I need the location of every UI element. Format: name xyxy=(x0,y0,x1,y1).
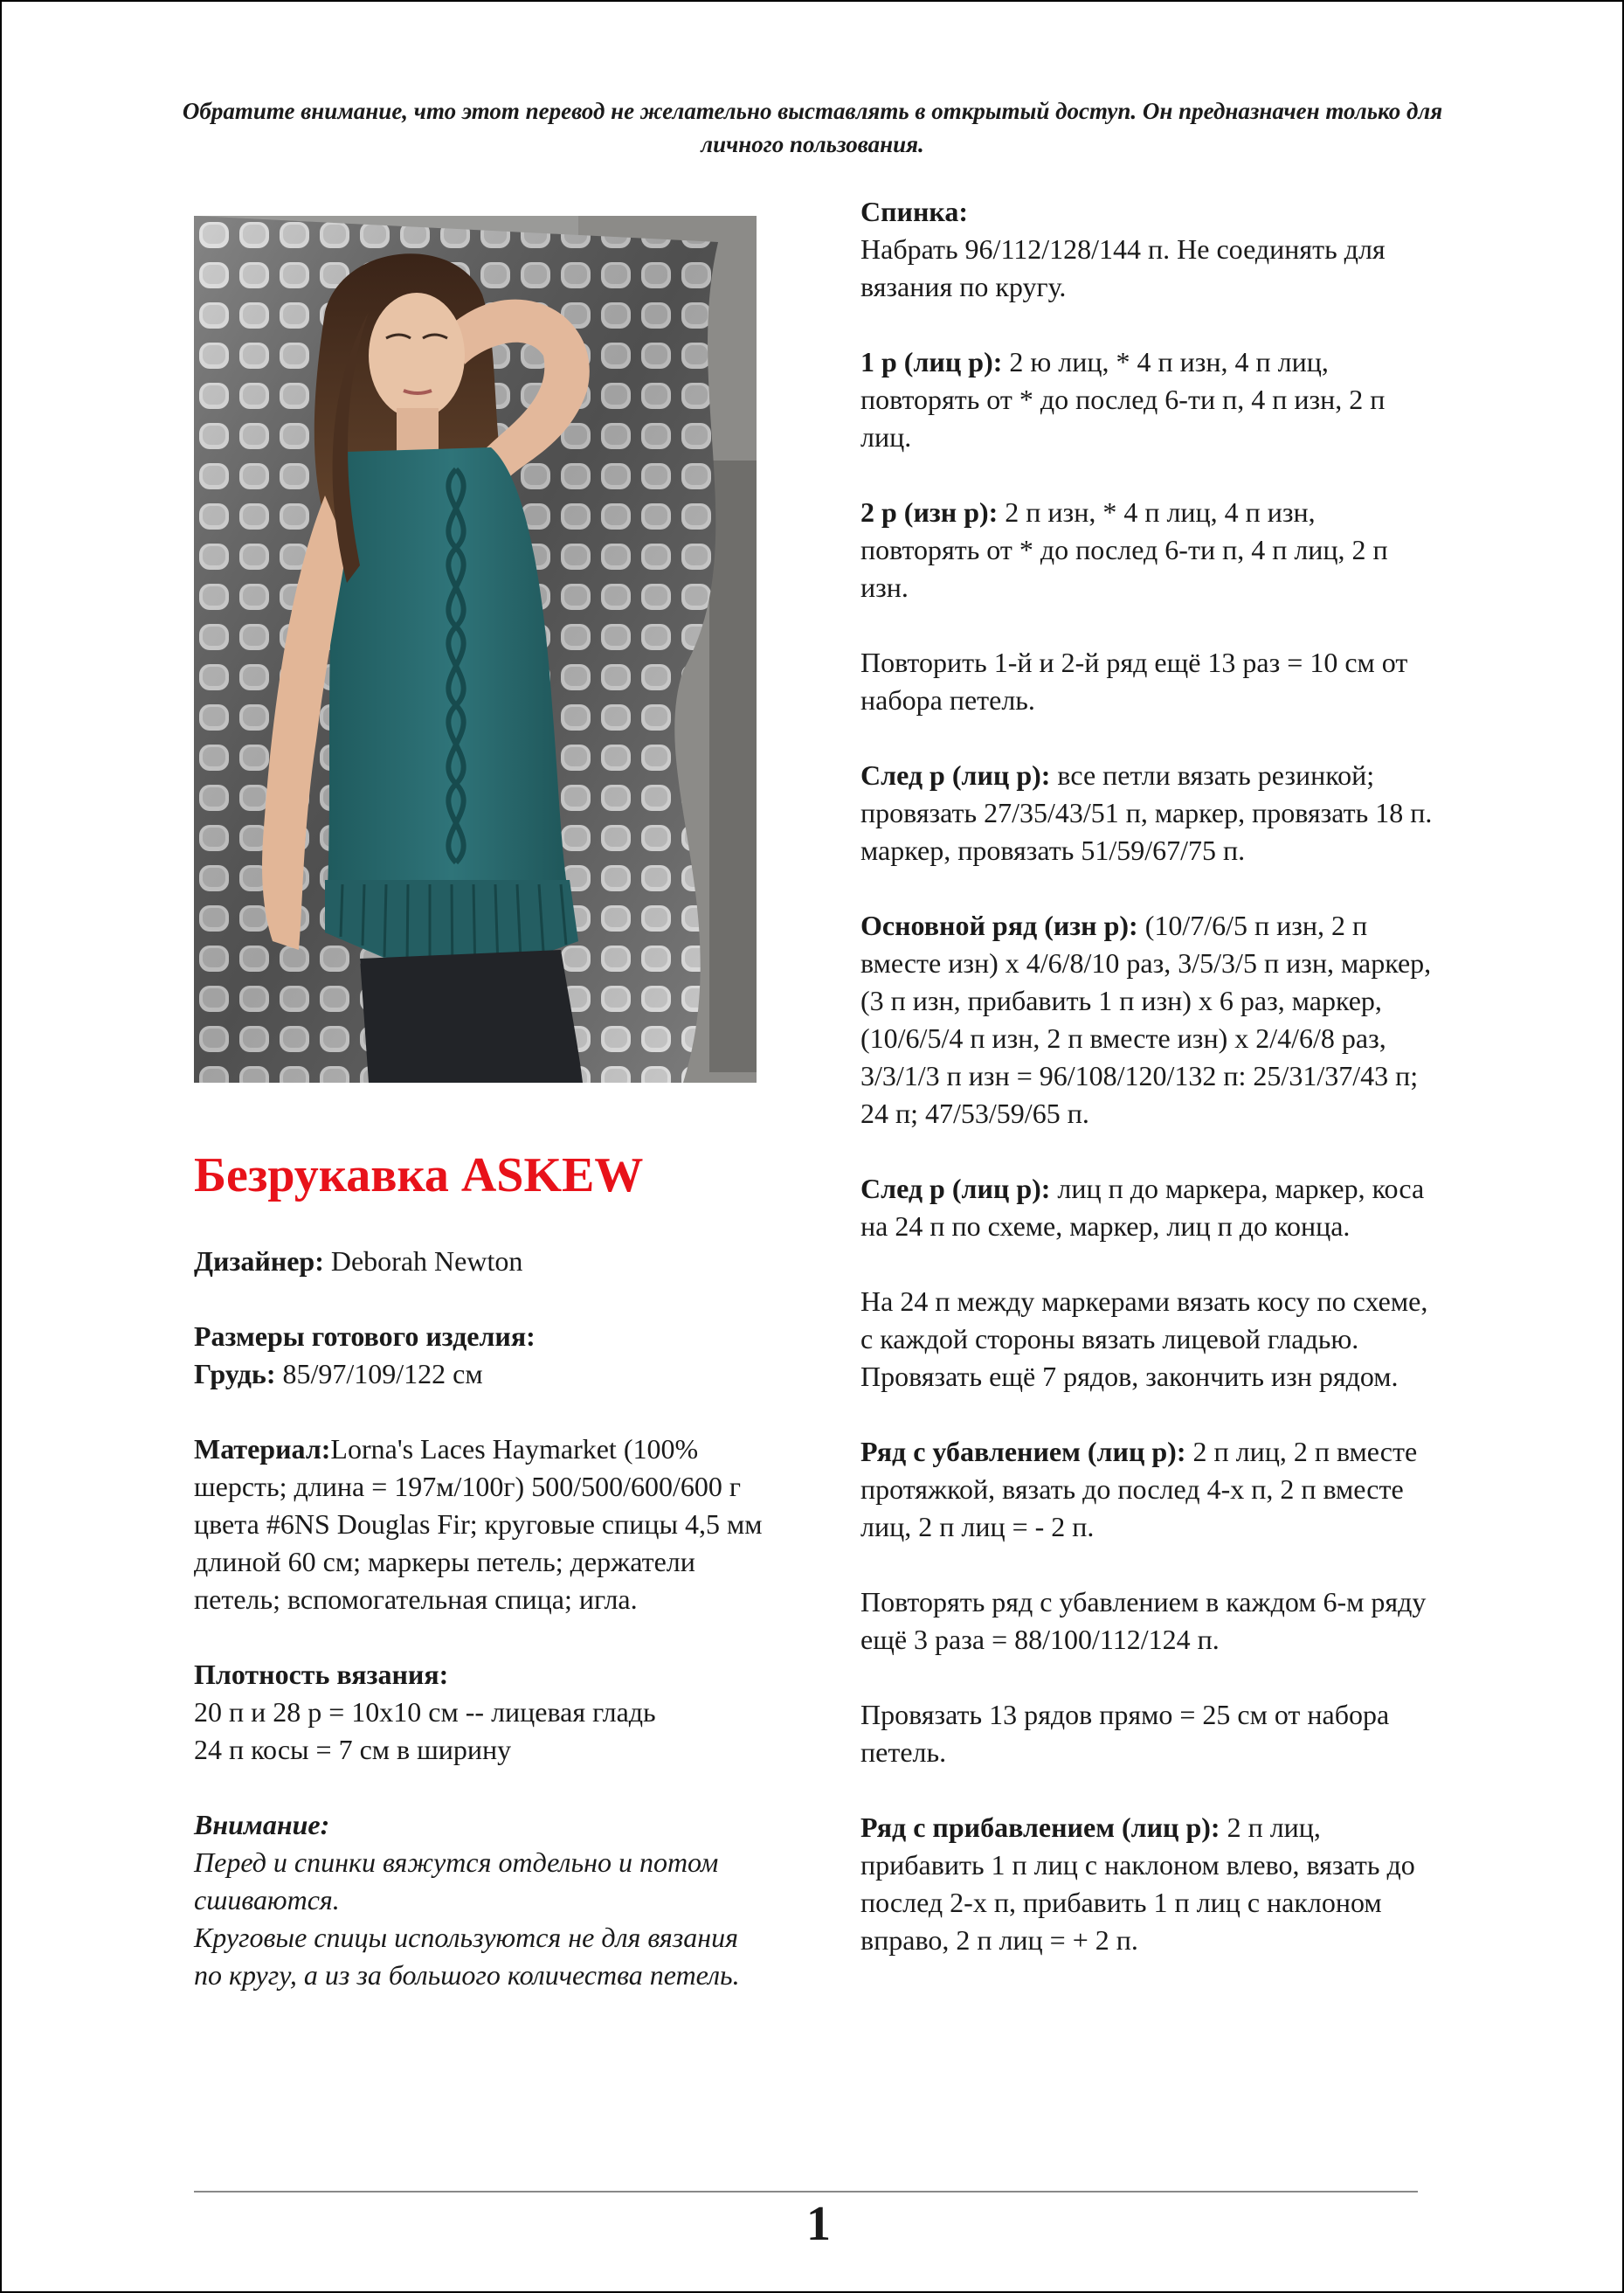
next-row-instruction xyxy=(860,757,1433,869)
row-1-label: 1 р (лиц р): xyxy=(860,346,1003,378)
row-1-text: 2 ю лиц, * 4 п изн, 4 п лиц, повторять от * до послед 6-ти п, 4 п изн, 2 п лиц. xyxy=(860,346,1386,453)
gauge-line-1: 20 п и 28 р = 10х10 см -- лицевая гладь xyxy=(194,1696,656,1728)
row-2-instruction xyxy=(860,494,1433,606)
work-straight-text: Провязать 13 рядов прямо = 25 см от набора петель. xyxy=(860,1699,1390,1768)
gauge-line-2: 24 п косы = 7 см в ширину xyxy=(194,1734,512,1765)
next-row-2-label: След р (лиц р): xyxy=(860,1173,1051,1204)
row-2-text: 2 п изн, * 4 п лиц, 4 п изн, повторять от * до послед 6-ти п, 4 п лиц, 2 п изн. xyxy=(860,496,1388,603)
designer-label: Дизайнер: xyxy=(194,1245,324,1277)
sizes-block xyxy=(194,1318,771,1393)
increase-row-label: Ряд с прибавлением (лиц р): xyxy=(860,1812,1220,1843)
designer-line xyxy=(194,1243,771,1280)
main-row-label: Основной ряд (изн р): xyxy=(860,910,1138,941)
chest-label: Грудь: xyxy=(194,1358,276,1389)
cable-paragraph: На 24 п между маркерами вязать косу по схеме, с каждой стороны вязать лицевой гладью. Провязать ещё 7 рядов, закончить изн рядом. xyxy=(860,1285,1428,1392)
increase-row-instruction xyxy=(860,1809,1433,1959)
attention-line-1: Перед и спинки вяжутся отдельно и потом сшиваются. xyxy=(194,1846,719,1915)
sizes-heading: Размеры готового изделия: xyxy=(194,1320,536,1352)
left-column xyxy=(194,1243,771,1994)
next-row-text: все петли вязать резинкой; провязать 27/35/43/51 п, маркер, провязать 18 п. маркер, провязать 51/59/67/75 п. xyxy=(860,759,1433,866)
row-2-label: 2 р (изн р): xyxy=(860,496,999,528)
main-row-text: (10/7/6/5 п изн, 2 п вместе изн) х 4/6/8/10 раз, 3/5/3/5 п изн, маркер, (3 п изн, прибавить 1 п изн) х 6 раз, маркер, (10/6/5/4 п изн, 2 п вместе изн) х 2/4/6/8 раз, 3/3/1/3 п изн = 96/108/120/132 п: 25/31/37/43 п; 24 п; 47/53/59/65 п. xyxy=(860,910,1432,1129)
gauge-block xyxy=(194,1656,771,1769)
chest-value: 85/97/109/122 см xyxy=(275,1358,483,1389)
repeat-rows-text: Повторить 1-й и 2-й ряд ещё 13 раз = 10 см от набора петель. xyxy=(860,647,1408,716)
footer-divider xyxy=(194,2191,1418,2193)
material-value: Lorna's Laces Haymarket (100% шерсть; длина = 197м/100г) 500/500/600/600 г цвета #6NS Douglas Fir; круговые спицы 4,5 мм длиной 60 см; маркеры петель; держатели петель; вспомогательная спица; игла. xyxy=(194,1433,763,1615)
decrease-row-text: 2 п лиц, 2 п вместе протяжкой, вязать до послед 4-х п, 2 п вместе лиц, 2 п лиц = - 2 п. xyxy=(860,1436,1418,1542)
attention-block xyxy=(194,1806,771,1994)
increase-row-text: 2 п лиц, прибавить 1 п лиц с наклоном влево, вязать до послед 2-х п, прибавить 1 п лиц с наклоном вправо, 2 п лиц = + 2 п. xyxy=(860,1812,1415,1956)
back-heading: Спинка: xyxy=(860,196,969,227)
attention-line-2: Круговые спицы используются не для вязания по кругу, а из за большого количества петель. xyxy=(194,1922,740,1991)
row-1-instruction xyxy=(860,343,1433,456)
next-row-2-instruction xyxy=(860,1170,1433,1245)
page-number: 1 xyxy=(806,2197,831,2251)
decrease-row-instruction xyxy=(860,1433,1433,1546)
material-label: Материал: xyxy=(194,1433,331,1465)
decrease-repeat-text: Повторять ряд с убавлением в каждом 6-м ряду ещё 3 раза = 88/100/112/124 п. xyxy=(860,1586,1427,1655)
back-intro xyxy=(860,193,1433,306)
privacy-notice: Обратите внимание, что этот перевод не желательно выставлять в открытый доступ. Он предназначен только для личного пользования. xyxy=(182,98,1443,157)
main-row-instruction xyxy=(860,907,1433,1133)
next-row-label: След р (лиц р): xyxy=(860,759,1051,791)
designer-value: Deborah Newton xyxy=(323,1245,523,1277)
cast-on-text: Набрать 96/112/128/144 п. Не соединять для вязания по кругу. xyxy=(860,233,1386,302)
material-block xyxy=(194,1431,771,1618)
pattern-title: Безрукавка ASKEW xyxy=(194,1148,644,1202)
model-photo xyxy=(194,216,757,1083)
gauge-heading: Плотность вязания: xyxy=(194,1659,449,1690)
decrease-row-label: Ряд с убавлением (лиц р): xyxy=(860,1436,1186,1467)
next-row-2-text: лиц п до маркера, маркер, коса на 24 п по схеме, маркер, лиц п до конца. xyxy=(860,1173,1425,1242)
right-column xyxy=(860,193,1433,1959)
attention-heading: Внимание: xyxy=(194,1809,330,1840)
